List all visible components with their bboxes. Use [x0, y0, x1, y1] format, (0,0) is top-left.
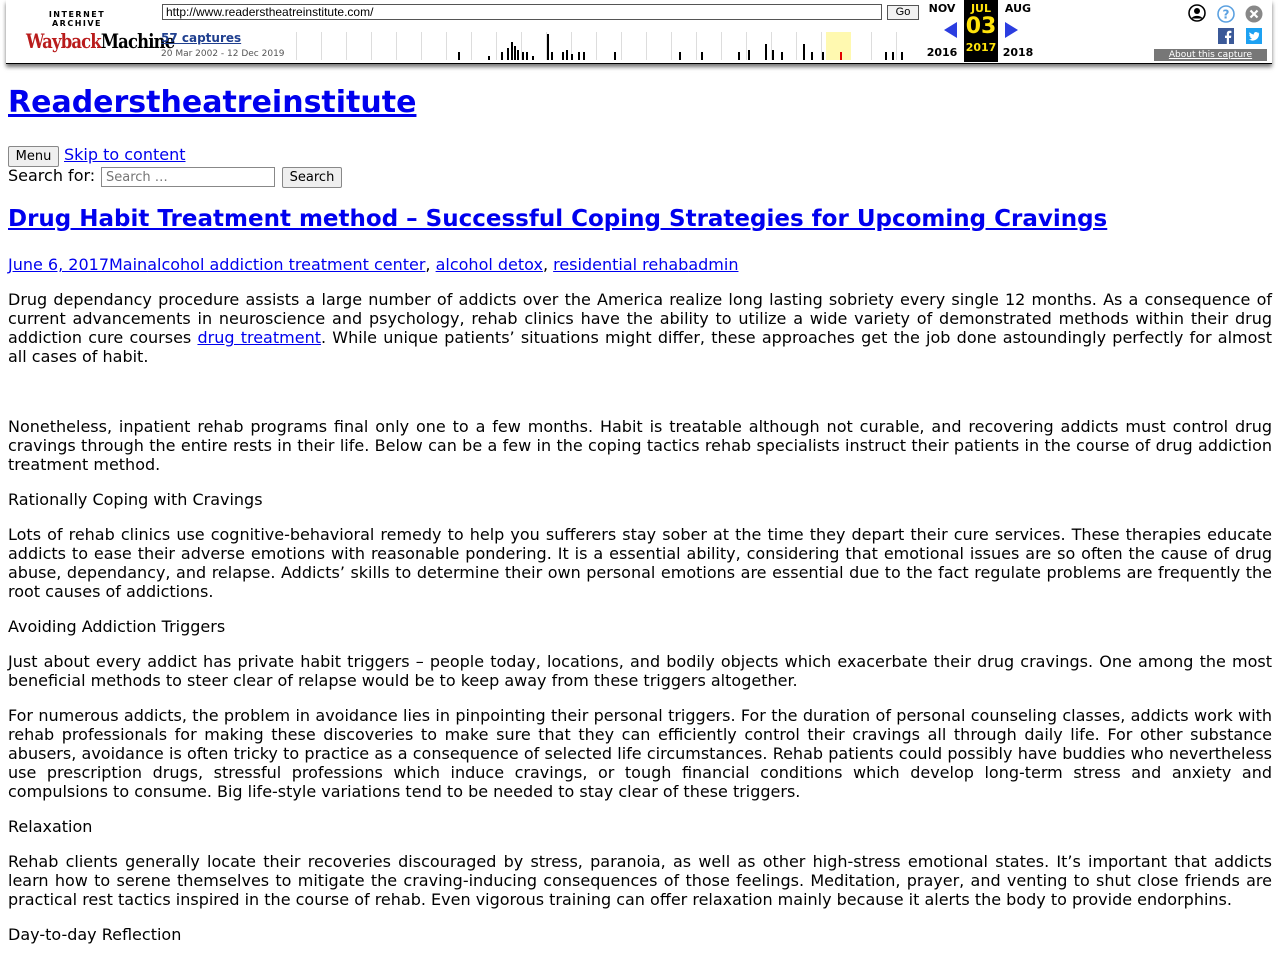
logo-archive-text: INTERNET ARCHIVE [48, 10, 106, 28]
wayback-toolbar [6, 0, 1272, 64]
post-tag-link[interactable]: alcohol addiction treatment center [147, 255, 426, 274]
section-heading: Day-to-day Reflection [8, 925, 182, 944]
post-title-link[interactable]: Drug Habit Treatment method – Successful Coping Strategies for Upcoming Cravings [8, 206, 1108, 232]
sparkline-capture-bar[interactable] [526, 52, 528, 60]
sparkline-capture-bar[interactable] [578, 52, 580, 60]
drug-treatment-link[interactable]: drug treatment [197, 328, 321, 347]
post-paragraph: Rehab clients generally locate their recoveries discouraged by stress, paranoia, as well as other high-stress emotional states. It’s important that addicts learn how to serene themselves to mitigate the craving-inducing consequences of those feelings. Meditation, prayer, and venting to shut close friends are practical rest tactics inspired in the course of rehab. Even vigorous training can offer relaxation mainly because it alerts the body to provide endorphins. [8, 852, 1272, 909]
next-capture-year[interactable]: 2018 [1002, 46, 1034, 59]
post-paragraph: Just about every addict has private habit triggers – people today, locations, and bodily objects which exacerbate their drug cravings. One among the most beneficial methods to steer clear of relapse would be to keep away from these triggers altogether. [8, 652, 1272, 690]
next-capture-arrow-icon[interactable] [1005, 22, 1018, 38]
menu-button[interactable]: Menu [8, 146, 59, 167]
wayback-go-button[interactable]: Go [887, 5, 919, 20]
search-input[interactable] [101, 167, 275, 187]
sparkline-capture-bar[interactable] [738, 52, 740, 60]
post-tag-link[interactable]: alcohol detox [435, 255, 543, 274]
sparkline-capture-bar[interactable] [701, 52, 703, 60]
search-button[interactable]: Search [282, 167, 342, 188]
close-icon[interactable] [1245, 5, 1263, 23]
section-heading: Rationally Coping with Cravings [8, 490, 263, 509]
sparkline-capture-bar[interactable] [822, 52, 824, 60]
sparkline-capture-bar[interactable] [781, 52, 783, 60]
sparkline-capture-bar[interactable] [583, 52, 585, 60]
prev-capture-month[interactable]: NOV [928, 2, 956, 15]
tag-separator: , [542, 255, 554, 274]
captures-link[interactable]: 57 captures [161, 31, 242, 45]
post-meta [8, 255, 738, 274]
post-title [8, 206, 1107, 232]
paragraph-text: . While unique patients’ situations might differ, these approaches get the job done astoundingly perfectly for almost all cases of habit. [8, 328, 1272, 366]
post-tag-link[interactable]: residential rehab [553, 255, 689, 274]
post-paragraph: Lots of rehab clinics use cognitive-behavioral remedy to help you sufferers stay sober at the time they depart their cure services. These therapies educate addicts to ease their adverse emotions with reasonable pondering. It is a essential ability, considering that emotional issues are so often the cause of drug abuse, dependancy, and relapse. Addicts’ skills to determine their own personal emotions are essential due to the fact regulate problems are frequently the root causes of addictions. [8, 525, 1272, 601]
svg-text:?: ? [1222, 7, 1230, 22]
logo-wayback-word: Wayback [26, 29, 101, 53]
tag-separator: , [425, 255, 436, 274]
sparkline-capture-bar[interactable] [514, 46, 516, 60]
sparkline-capture-bar[interactable] [547, 34, 549, 60]
sparkline-capture-bar[interactable] [488, 56, 490, 60]
sparkline-capture-bar[interactable] [803, 44, 805, 60]
post-author-link[interactable]: admin [688, 255, 739, 274]
post-paragraph: For numerous addicts, the problem in avoidance lies in pinpointing their personal triggers. For the duration of personal counseling classes, addicts work with rehab professionals for making these discoveries to make sure that they can efficiently control their cravings all through daily life. For other substance abusers, avoidance is often tricky to practice as a consequence of selected life circumstances. Rehab patients could possibly have buddies who nevertheless use prescription drugs, stressful professions which induce cravings, or tough financial conditions which develop long-term stress and anxiety and compulsions to consume. Big life-style variations tend to be needed to stay clear of these triggers. [8, 706, 1272, 801]
facebook-icon[interactable] [1218, 28, 1234, 44]
current-capture-date [964, 0, 998, 62]
site-title-link[interactable]: Readerstheatreinstitute [8, 85, 417, 120]
logo-wayback-text [26, 29, 175, 53]
twitter-icon[interactable] [1246, 28, 1262, 44]
post-paragraph: Nonetheless, inpatient rehab programs final only one to a few months. Habit is treatable although not curable, and recovering addicts must control drug cravings through the entire rests in their life. Below can be a few in the coping tactics rehab specialists instruct their patients in the course of drug addiction treatment method. [8, 417, 1272, 474]
about-capture-dropdown[interactable] [1154, 49, 1267, 61]
sparkline-capture-bar[interactable] [885, 52, 887, 60]
sparkline-capture-bar[interactable] [614, 52, 616, 60]
about-capture-label: About this capture [1168, 50, 1253, 60]
search-label: Search for: [8, 166, 96, 185]
section-heading: Relaxation [8, 817, 93, 836]
current-year: 2017 [965, 41, 997, 54]
capture-sparkline[interactable] [296, 32, 921, 60]
current-month: JUL [970, 2, 992, 15]
post-paragraph [8, 290, 1272, 366]
sparkline-capture-bar[interactable] [501, 52, 503, 60]
sparkline-capture-bar[interactable] [522, 52, 524, 60]
paragraph-text: Drug dependancy procedure assists a large number of addicts over the America realize long lasting sobriety every single 12 months. As a consequence of current advancements in neuroscience and psychology, rehab clinics have the ability to utilize a wide variety of demonstrated methods within their drug addiction cure courses [8, 290, 1272, 347]
next-capture-month[interactable]: AUG [1004, 2, 1032, 15]
sparkline-capture-bar[interactable] [511, 42, 513, 60]
sparkline-capture-bar[interactable] [562, 52, 564, 60]
skip-to-content-link[interactable]: Skip to content [64, 145, 186, 164]
help-icon[interactable] [1217, 5, 1235, 23]
sparkline-capture-bar[interactable] [765, 44, 767, 60]
current-day: 03 [965, 14, 997, 39]
wayback-logo[interactable] [26, 10, 175, 53]
sparkline-capture-bar[interactable] [571, 54, 573, 60]
logo-machine-word: Machine [100, 29, 175, 53]
sparkline-capture-bar[interactable] [507, 48, 509, 60]
user-account-icon[interactable] [1188, 4, 1206, 22]
sparkline-current-year-highlight [826, 32, 851, 60]
sparkline-capture-bar[interactable] [811, 52, 813, 60]
sparkline-current-capture-bar[interactable] [840, 52, 842, 60]
sparkline-capture-bar[interactable] [566, 50, 568, 60]
sparkline-capture-bar[interactable] [679, 52, 681, 60]
sparkline-capture-bar[interactable] [772, 50, 774, 60]
sparkline-capture-bar[interactable] [748, 50, 750, 60]
sparkline-capture-bar[interactable] [551, 52, 553, 60]
section-heading: Avoiding Addiction Triggers [8, 617, 226, 636]
sparkline-capture-bar[interactable] [892, 52, 894, 60]
sparkline-capture-bar[interactable] [517, 50, 519, 60]
sparkline-capture-bar[interactable] [458, 52, 460, 60]
wayback-url-input[interactable] [162, 4, 882, 20]
site-title [8, 85, 416, 120]
sparkline-capture-bar[interactable] [901, 52, 903, 60]
post-date-link[interactable]: June 6, 2017 [8, 255, 109, 274]
post-category-link[interactable]: Main [109, 255, 148, 274]
capture-date-range: 20 Mar 2002 - 12 Dec 2019 [161, 49, 285, 59]
prev-capture-arrow-icon[interactable] [944, 22, 957, 38]
prev-capture-year[interactable]: 2016 [926, 46, 958, 59]
sparkline-capture-bar[interactable] [532, 56, 534, 60]
